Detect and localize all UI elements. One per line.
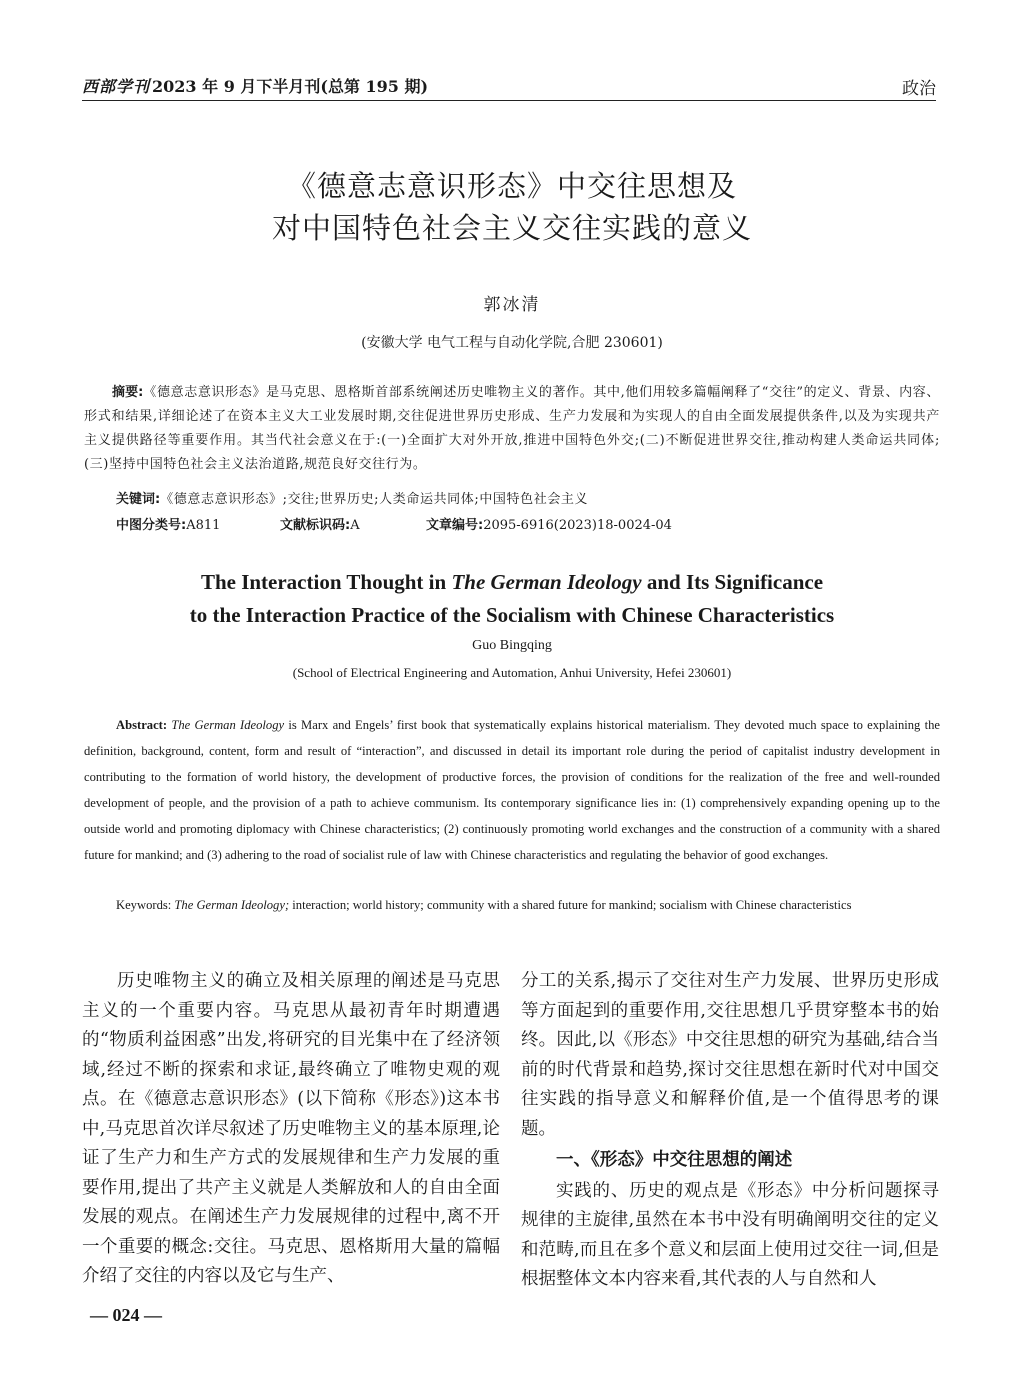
body-paragraph: 分工的关系,揭示了交往对生产力发展、世界历史形成等方面起到的重要作用,交往思想几乎贯穿整本书的始终。因此,以《形态》中交往思想的研究为基础,结合当前的时代背景和趋势,探讨交往思想在新时代对中国交往实践的指导意义和解释价值,是一个值得思考的课题。 bbox=[521, 971, 939, 1139]
keywords-cn-label: 关键词: bbox=[116, 492, 161, 507]
abstract-cn-label: 摘要: bbox=[112, 385, 144, 400]
abstract-en-label: Abstract: bbox=[116, 718, 168, 732]
title-en-part: and Its Significance bbox=[641, 570, 824, 594]
clc-label: 中图分类号: bbox=[116, 518, 187, 533]
doc-code-label: 文献标识码: bbox=[280, 518, 351, 533]
running-header-left bbox=[82, 74, 428, 97]
title-en-book: The German Ideology bbox=[451, 570, 642, 594]
body-paragraph: 实践的、历史的观点是《形态》中分析问题探寻规律的主旋律,虽然在本书中没有明确阐明交往的定义和范畴,而且在多个意义和层面上使用过交往一词,但是根据整体文本内容来看,其代表的人与自然和人 bbox=[521, 1180, 939, 1289]
clc-value: A811 bbox=[186, 518, 221, 533]
section-heading: 一、《形态》中交往思想的阐述 bbox=[556, 1150, 793, 1170]
page-number: — 024 — bbox=[90, 1305, 162, 1325]
affiliation-en: (School of Electrical Engineering and Automation, Anhui University, Hefei 230601) bbox=[292, 665, 732, 680]
abstract-en-book: The German Ideology bbox=[171, 718, 285, 732]
section-label: 政治 bbox=[902, 79, 936, 99]
body-column-left bbox=[82, 967, 500, 1292]
keywords-cn-text: 《德意志意识形态》;交往;世界历史;人类命运共同体;中国特色社会主义 bbox=[160, 492, 589, 507]
title-en-part: The Interaction Thought in bbox=[200, 570, 452, 594]
journal-logo: 西部学刊 bbox=[82, 77, 151, 96]
header-rule bbox=[82, 100, 936, 101]
title-cn-line2: 对中国特色社会主义交往实践的意义 bbox=[271, 211, 752, 245]
abstract-en-text: is Marx and Engels’ first book that systematically explains historical materialism. They devoted much space to explaining the definition, background, content, form and result of “interaction”, and discussed in detail its important role during the period of capitalist industry development in contributing to the formation of world history, the development of productive forces, the provision of conditions for the realization of the free and well-rounded development of people, and the provision of a path to achieve communism. Its contemporary significance lies in: (1) comprehensively expanding opening up to the outside world and promoting diplomacy with Chinese characteristics; (2) continuously promoting world exchanges and the construction of a community with a shared future for mankind; and (3) adhering to the road of socialist rule of law with Chinese characteristics and regulating the behavior of good exchanges. bbox=[84, 718, 940, 862]
abstract-cn bbox=[84, 381, 940, 477]
author-en: Guo Bingqing bbox=[472, 638, 552, 653]
keywords-en-text: interaction; world history; community with a shared future for mankind; socialism with Chinese characteristics bbox=[289, 898, 852, 912]
keywords-en-book: The German Ideology; bbox=[174, 898, 290, 912]
issue-info: 2023 年 9 月下半月刊(总第 195 期) bbox=[152, 77, 429, 96]
title-en-line1 bbox=[0, 565, 1024, 599]
abstract-en bbox=[84, 712, 940, 868]
article-no-value: 2095-6916(2023)18-0024-04 bbox=[483, 518, 672, 533]
keywords-en bbox=[84, 892, 940, 918]
keywords-cn bbox=[116, 488, 588, 507]
affiliation-cn: (安徽大学 电气工程与自动化学院,合肥 230601) bbox=[361, 335, 663, 351]
title-cn-line1: 《德意志意识形态》中交往思想及 bbox=[286, 169, 737, 203]
article-no-label: 文章编号: bbox=[426, 518, 484, 533]
author-cn: 郭冰清 bbox=[483, 295, 541, 315]
body-paragraph: 历史唯物主义的确立及相关原理的阐述是马克思主义的一个重要内容。马克思从最初青年时期遭遇的“物质利益困惑”出发,将研究的目光集中在了经济领域,经过不断的探索和求证,最终确立了唯物史观的观点。在《德意志意识形态》(以下简称《形态》)这本书中,马克思首次详尽叙述了历史唯物主义的基本原理,论证了生产力和生产方式的发展规律和生产力发展的重要作用,提出了共产主义就是人类解放和人的自由全面发展的观点。在阐述生产力发展规律的过程中,离不开一个重要的概念:交往。马克思、恩格斯用大量的篇幅介绍了交往的内容以及它与生产、 bbox=[82, 971, 500, 1286]
abstract-cn-text: 《德意志意识形态》是马克思、恩格斯首部系统阐述历史唯物主义的著作。其中,他们用较多篇幅阐释了“交往”的定义、背景、内容、形式和结果,详细论述了在资本主义大工业发展时期,交往促进世界历史形成、生产力发展和为实现人的自由全面发展提供条件,以及为实现共产主义提供路径等重要作用。其当代社会意义在于:(一)全面扩大对外开放,推进中国特色外交;(二)不断促进世界交往,推动构建人类命运共同体;(三)坚持中国特色社会主义法治道路,规范良好交往行为。 bbox=[84, 385, 940, 472]
keywords-en-label: Keywords: bbox=[116, 898, 172, 912]
classification-row bbox=[116, 514, 672, 533]
body-column-right bbox=[521, 967, 939, 1295]
title-en-line2: to the Interaction Practice of the Socialism with Chinese Characteristics bbox=[189, 603, 835, 627]
doc-code-value: A bbox=[350, 518, 360, 533]
